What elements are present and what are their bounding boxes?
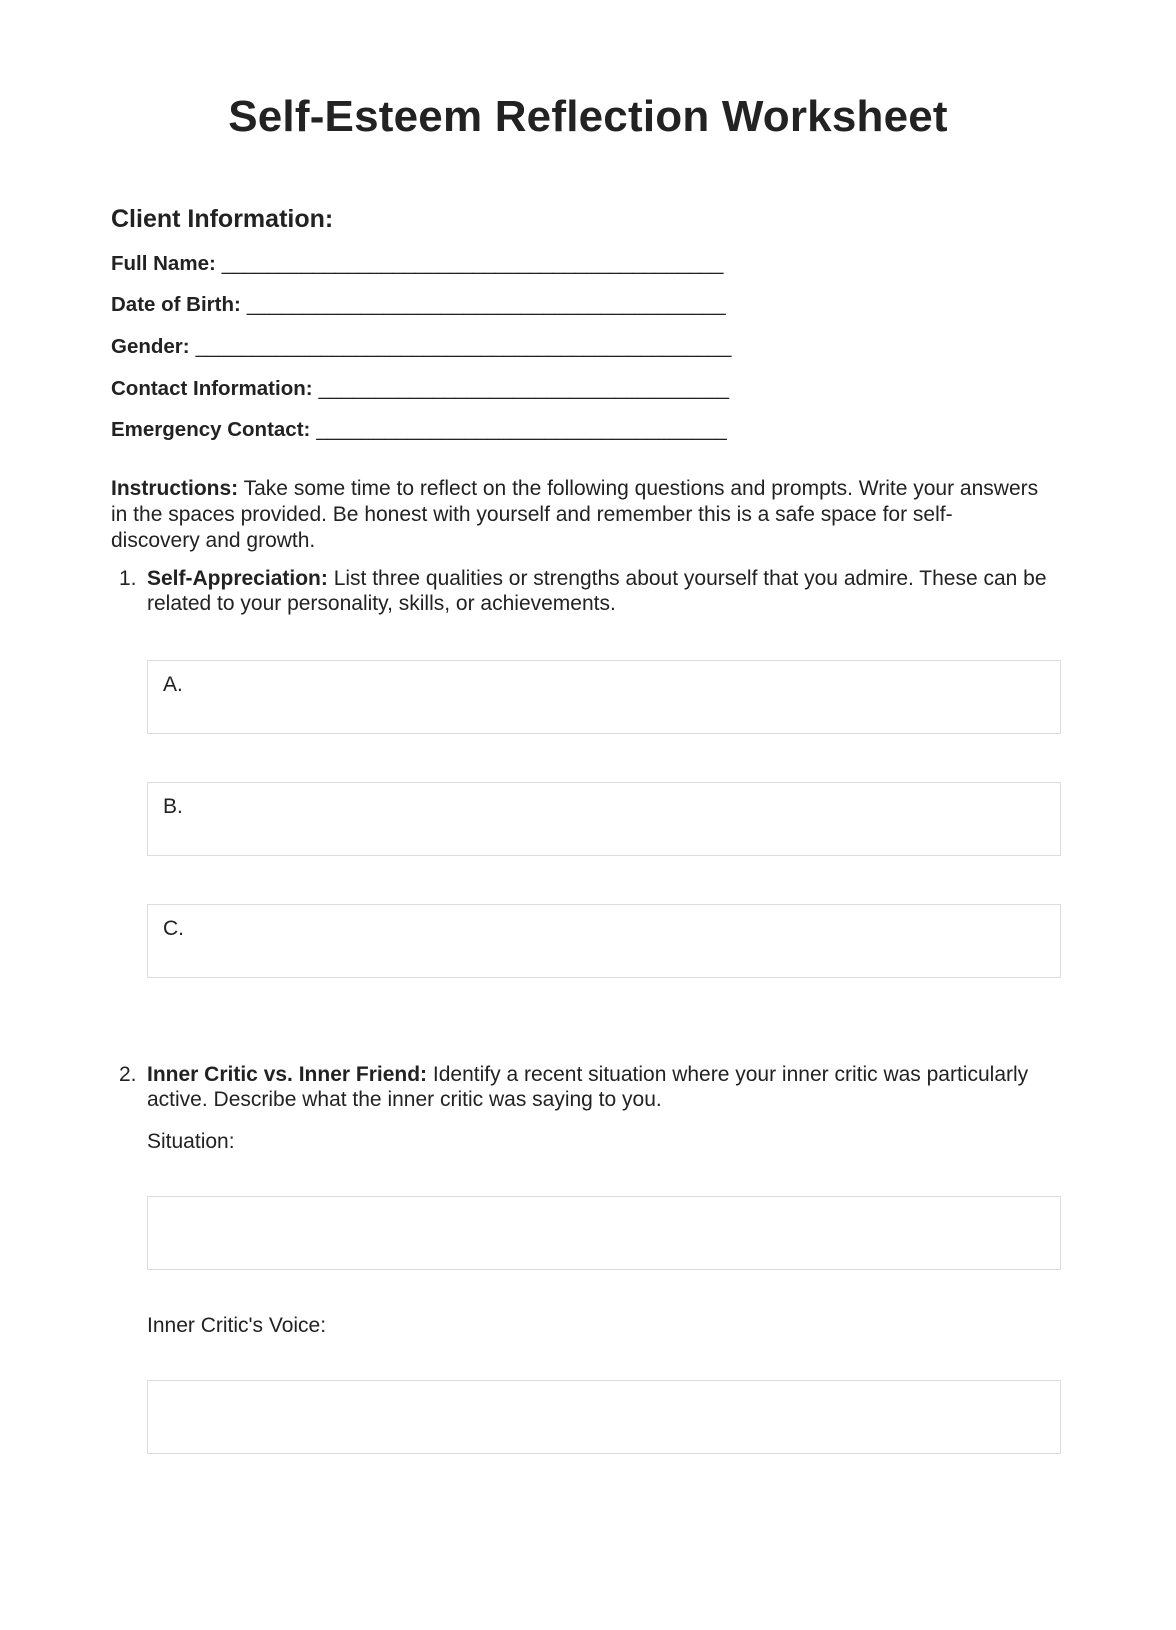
answer-letter: B. xyxy=(163,795,183,818)
instructions-text: Take some time to reflect on the following questions and prompts. Write your answers in the spaces provided. Be honest with yourself and remember this is a safe space for self-discovery and growth. xyxy=(111,477,1039,552)
question-text: Identify a recent situation where your inner critic was particularly active. Describe what the inner critic was saying to you. xyxy=(147,1063,1029,1111)
gender-line[interactable]: _______________________________________________ xyxy=(195,335,732,358)
answer-letter: C. xyxy=(163,917,184,940)
answer-box-a[interactable] xyxy=(147,660,1061,734)
gender-field[interactable] xyxy=(111,335,731,359)
question-title: Self-Appreciation: xyxy=(147,567,328,590)
answer-box-b[interactable] xyxy=(147,782,1061,856)
emergency-contact-label: Emergency Contact: xyxy=(111,418,311,441)
emergency-contact-line[interactable]: ____________________________________ xyxy=(316,418,727,441)
situation-answer-box[interactable] xyxy=(147,1196,1061,1270)
full-name-field[interactable] xyxy=(111,252,723,276)
client-information-heading: Client Information: xyxy=(111,205,334,233)
gender-label: Gender: xyxy=(111,335,190,358)
inner-critic-voice-answer-box[interactable] xyxy=(147,1380,1061,1454)
date-of-birth-line[interactable]: __________________________________________ xyxy=(246,293,726,316)
question-title: Inner Critic vs. Inner Friend: xyxy=(147,1063,428,1086)
answer-letter: A. xyxy=(163,673,183,696)
situation-label: Situation: xyxy=(147,1130,235,1153)
question-number: 2. xyxy=(119,1063,137,1086)
instructions xyxy=(111,476,1041,554)
full-name-label: Full Name: xyxy=(111,252,216,275)
emergency-contact-field[interactable] xyxy=(111,418,727,442)
full-name-line[interactable]: ____________________________________________ xyxy=(221,252,724,275)
page-title: Self-Esteem Reflection Worksheet xyxy=(228,92,948,141)
answer-box-c[interactable] xyxy=(147,904,1061,978)
question-1 xyxy=(111,566,1071,616)
question-2 xyxy=(111,1062,1071,1112)
contact-information-label: Contact Information: xyxy=(111,377,313,400)
contact-information-line[interactable]: ____________________________________ xyxy=(318,377,730,400)
question-number: 1. xyxy=(119,567,137,590)
contact-information-field[interactable] xyxy=(111,377,729,401)
inner-critic-voice-label: Inner Critic's Voice: xyxy=(147,1314,327,1337)
date-of-birth-field[interactable] xyxy=(111,293,726,317)
question-text: List three qualities or strengths about yourself that you admire. These can be related to your personality, skills, or achievements. xyxy=(147,567,1047,615)
date-of-birth-label: Date of Birth: xyxy=(111,293,241,316)
instructions-label: Instructions: xyxy=(111,477,239,500)
